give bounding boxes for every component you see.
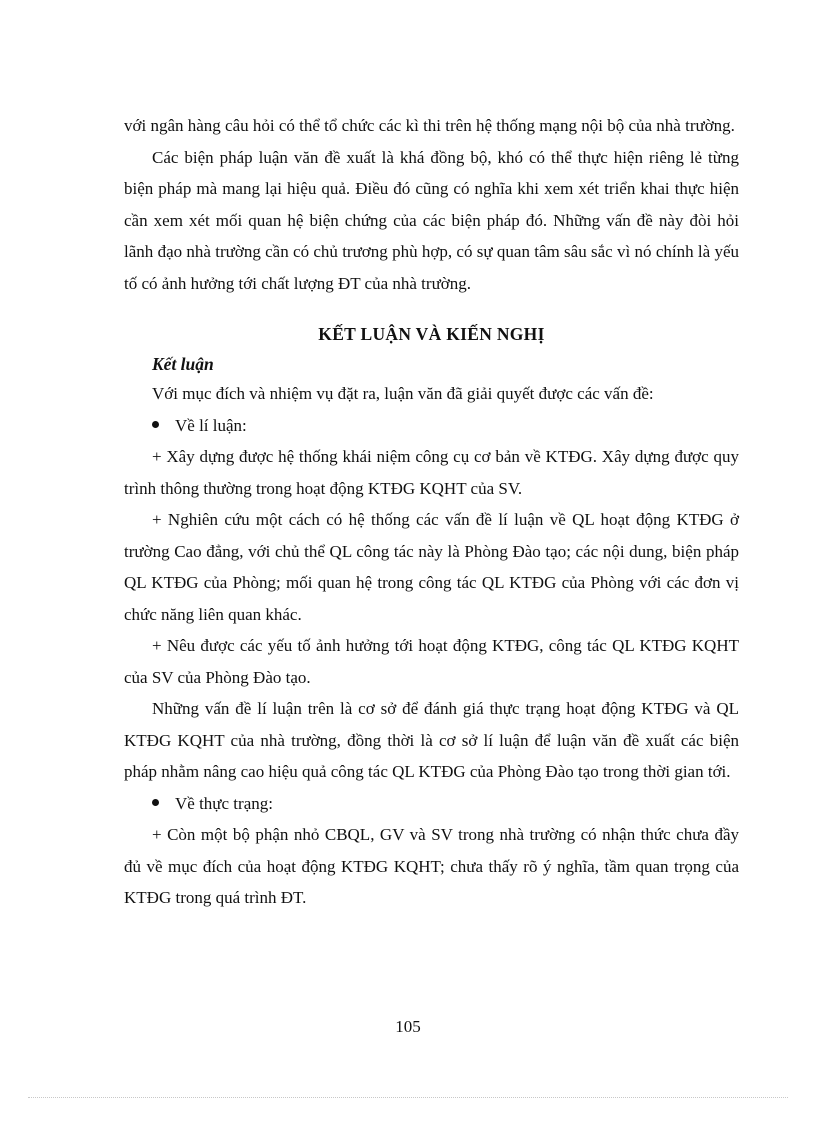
paragraph-theory-summary: Những vấn đề lí luận trên là cơ sở để đánh giá thực trạng hoạt động KTĐG và QL KTĐG KQHT của nhà trường, đồng thời là cơ sở lí luận để luận văn đề xuất các biện pháp nhằm nâng cao hiệu quả công tác QL KTĐG của Phòng Đào tạo trong thời gian tới.: [124, 699, 739, 781]
page-number: 105: [395, 1017, 421, 1036]
bullet-reality: [124, 788, 739, 820]
page-content: [124, 110, 739, 914]
section-heading: KẾT LUẬN VÀ KIẾN NGHỊ: [318, 324, 545, 344]
bullet-theory: [124, 410, 739, 442]
reality-item: + Còn một bộ phận nhỏ CBQL, GV và SV trong nhà trường có nhận thức chưa đầy đủ về mục đích của hoạt động KTĐG KQHT; chưa thấy rõ ý nghĩa, tầm quan trọng của KTĐG trong quá trình ĐT.: [124, 825, 739, 907]
theory-item: + Nêu được các yếu tố ảnh hưởng tới hoạt động KTĐG, công tác QL KTĐG KQHT của SV của Phòng Đào tạo.: [124, 636, 739, 687]
subheading-conclusion: Kết luận: [152, 354, 214, 374]
paragraph-continuation: với ngân hàng câu hỏi có thể tổ chức các kì thi trên hệ thống mạng nội bộ của nhà trường.: [124, 116, 735, 135]
bullet-dot-icon: [152, 799, 159, 806]
footer-dotted-rule: [28, 1097, 788, 1098]
theory-item: + Xây dựng được hệ thống khái niệm công cụ cơ bản về KTĐG. Xây dựng được quy trình thông thường trong hoạt động KTĐG KQHT của SV.: [124, 447, 739, 498]
paragraph-measures: Các biện pháp luận văn đề xuất là khá đồng bộ, khó có thể thực hiện riêng lẻ từng biện pháp mà mang lại hiệu quả. Điều đó cũng có nghĩa khi xem xét triển khai thực hiện cần xem xét mối quan hệ biện chứng của các biện pháp đó. Những vấn đề này đòi hỏi lãnh đạo nhà trường cần có chủ trương phù hợp, có sự quan tâm sâu sắc vì nó chính là yếu tố có ảnh hưởng tới chất lượng ĐT của nhà trường.: [124, 147, 739, 293]
bullet-theory-label: Về lí luận:: [175, 415, 247, 435]
theory-item: + Nghiên cứu một cách có hệ thống các vấn đề lí luận về QL hoạt động KTĐG ở trường Cao đẳng, với chủ thể QL công tác này là Phòng Đào tạo; các nội dung, biện pháp QL KTĐG của Phòng; mối quan hệ trong công tác QL KTĐG của Phòng với các đơn vị chức năng liên quan khác.: [124, 510, 739, 624]
bullet-reality-label: Về thực trạng:: [175, 793, 273, 813]
bullet-dot-icon: [152, 421, 159, 428]
paragraph-intro: Với mục đích và nhiệm vụ đặt ra, luận văn đã giải quyết được các vấn đề:: [152, 384, 654, 403]
